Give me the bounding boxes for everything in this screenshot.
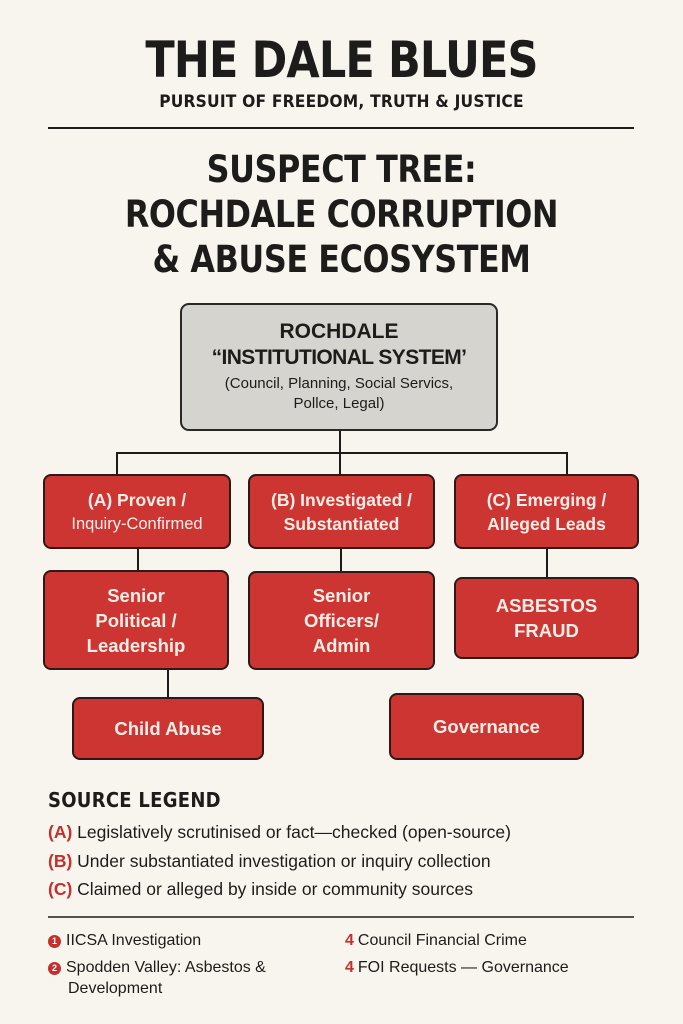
connector-a-to-political: [137, 547, 139, 571]
reference-item-4a: [345, 930, 527, 951]
connector-to-category-c: [566, 452, 568, 475]
legend-divider: [48, 916, 634, 918]
category-node-c-emerging: [454, 474, 639, 549]
legend-item-a: [48, 821, 511, 843]
page-title: [48, 147, 635, 282]
root-detail-line-2: Pollce, Legal): [293, 395, 385, 412]
connector-to-category-a: [116, 452, 118, 475]
legend-title: SOURCE LEGEND: [48, 788, 221, 812]
connector-political-to-child-abuse: [167, 669, 169, 698]
officers-line-1: Senior: [312, 585, 371, 606]
legend-key-c: (C): [48, 879, 73, 899]
connector-root-down: [339, 431, 341, 453]
legend-key-b: (B): [48, 851, 73, 871]
reference-text-2-line-1: Spodden Valley: Asbestos &: [66, 959, 266, 976]
legend-item-c: [48, 878, 473, 900]
reference-number-4a: 4: [345, 932, 354, 949]
child-abuse-label: Child Abuse: [114, 718, 222, 739]
node-governance: [389, 693, 584, 760]
category-c-line-2: Alleged Leads: [487, 513, 606, 534]
reference-text-4a: Council Financial Crime: [357, 932, 527, 949]
category-b-line-1: (B) Investigated /: [271, 489, 412, 510]
masthead-title: THE DALE BLUES: [145, 31, 538, 89]
officers-line-3: Admin: [312, 635, 371, 656]
reference-text-4b: FOI Requests — Governance: [357, 959, 569, 976]
political-line-2: Political /: [95, 609, 177, 631]
root-subtitle: “INSTITUTIONAL SYSTEM’: [211, 346, 467, 369]
category-c-line-1: (C) Emerging /: [486, 489, 607, 510]
political-line-3: Leadership: [86, 634, 186, 656]
political-line-1: Senior: [107, 584, 165, 606]
node-senior-political-leadership: [43, 570, 229, 670]
category-a-line-2: Inquiry-Confirmed: [71, 514, 203, 533]
asbestos-line-1: ASBESTOS: [495, 595, 598, 616]
node-child-abuse: [72, 697, 264, 760]
reference-item-2: [48, 957, 266, 999]
root-detail: [182, 374, 496, 414]
node-senior-officers-admin: [248, 571, 435, 670]
reference-number-4b: 4: [345, 959, 354, 976]
root-node-institutional-system: [180, 303, 498, 431]
page-title-line-1: SUSPECT TREE:: [206, 148, 477, 191]
category-a-line-1: (A) Proven /: [87, 489, 187, 510]
legend-text-c: Claimed or alleged by inside or community sources: [77, 879, 474, 899]
legend-key-a: (A): [48, 822, 73, 842]
root-detail-line-1: (Council, Planning, Social Servics,: [224, 375, 454, 392]
page-title-line-3: & ABUSE ECOSYSTEM: [152, 238, 531, 281]
page-title-line-2: ROCHDALE CORRUPTION: [124, 193, 559, 236]
tagline: PURSUIT OF FREEDOM, TRUTH & JUSTICE: [159, 92, 524, 111]
category-b-line-2: Substantiated: [283, 513, 400, 534]
category-node-b-investigated: [248, 474, 435, 549]
legend-item-b: [48, 850, 491, 872]
numbered-bullet-icon: 2: [48, 962, 61, 975]
asbestos-line-2: FRAUD: [514, 620, 579, 641]
root-title: ROCHDALE: [279, 320, 399, 343]
officers-line-2: Officers/: [303, 610, 380, 631]
governance-label: Governance: [433, 716, 540, 737]
category-node-a-proven: [43, 474, 231, 549]
legend-text-a: Legislatively scrutinised or fact—checked (open-source): [77, 822, 511, 842]
reference-item-1: [48, 930, 201, 951]
connector-branch-horizontal: [116, 452, 568, 454]
connector-to-category-b: [339, 452, 341, 475]
header-divider: [48, 127, 634, 129]
connector-c-to-asbestos: [546, 547, 548, 578]
reference-text-2-line-2: Development: [68, 980, 163, 997]
node-asbestos-fraud: [454, 577, 639, 659]
reference-item-4b: [345, 957, 569, 978]
connector-b-to-officers: [340, 547, 342, 572]
reference-text-1: IICSA Investigation: [66, 932, 202, 949]
legend-text-b: Under substantiated investigation or inquiry collection: [77, 851, 491, 871]
numbered-bullet-icon: 1: [48, 935, 61, 948]
